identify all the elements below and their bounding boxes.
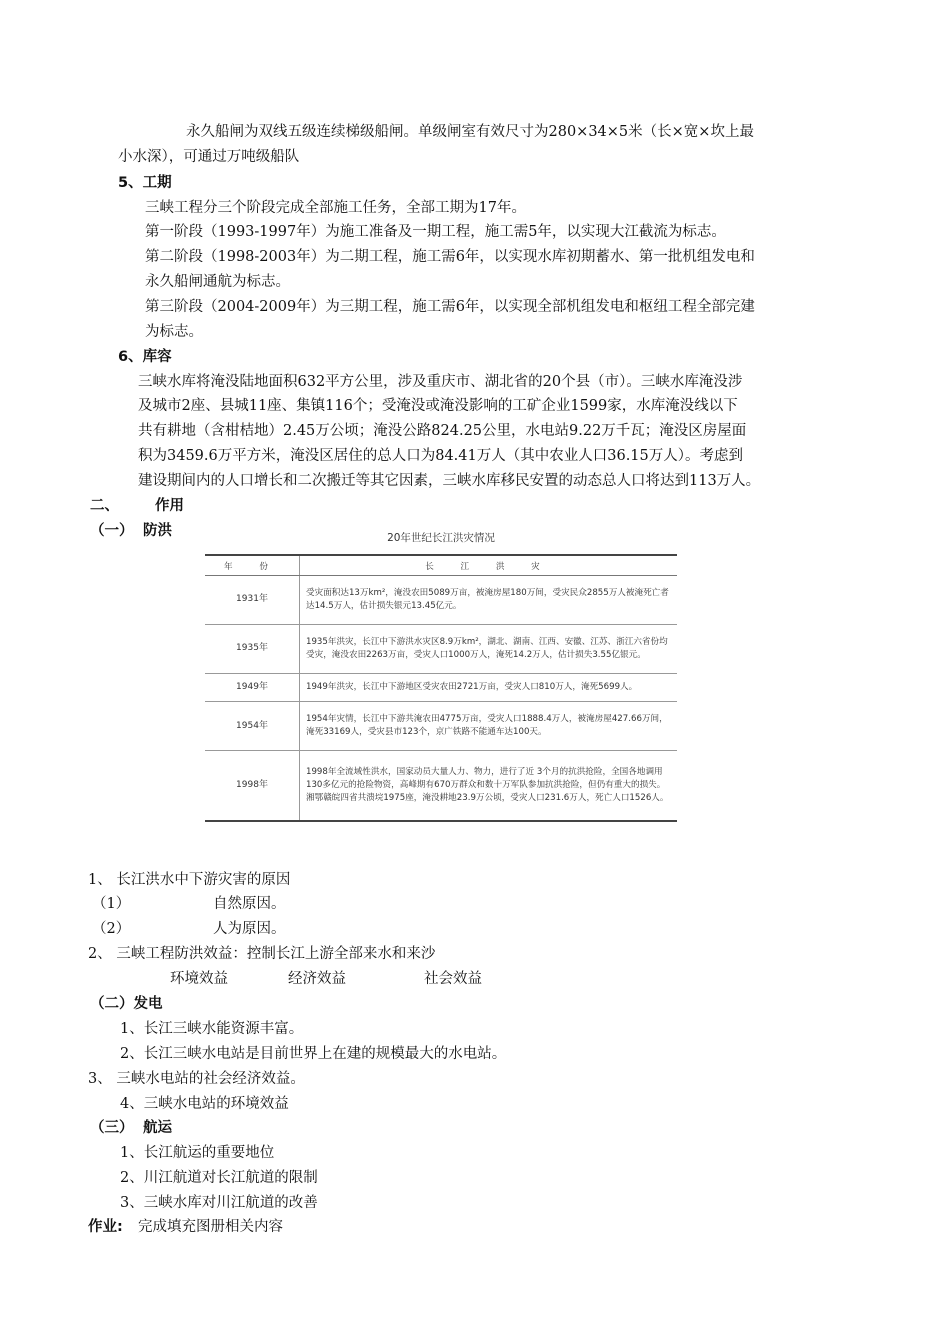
section-2-number: 二、: [90, 498, 119, 514]
subsection-1-title: 防洪: [143, 523, 172, 539]
heading-6: 6、库容: [118, 349, 172, 365]
row-description: 1949年洪灾，长江中下游地区受灾农田2721万亩，受灾人口810万人，淹死5699人。: [300, 673, 678, 701]
power-item-2: 2、长江三峡水电站是目前世界上在建的规模最大的水电站。: [120, 1046, 507, 1062]
row-year: 1998年: [205, 751, 300, 821]
text-line: 第二阶段（1998-2003年）为二期工程，施工需6年，以实现水库初期蓄水、第一批机组发电和: [145, 249, 755, 265]
reason-1: 自然原因。: [213, 896, 286, 912]
text-line: 永久船闸通航为标志。: [145, 274, 290, 290]
row-description: 1954年灾情，长江中下游共淹农田4775万亩，受灾人口1888.4万人，被淹房屋427.66万间，淹死33169人，受灾县市123个，京广铁路不能通车达100天。: [300, 702, 678, 751]
text-line: 积为3459.6万平方米，淹没区居住的总人口为84.41万人（其中农业人口36.15万人）。考虑到: [138, 448, 744, 464]
table-row: [205, 702, 677, 751]
table-row: [205, 624, 677, 673]
question-1: 1、 长江洪水中下游灾害的原因: [88, 872, 291, 888]
power-item-4: 4、三峡水电站的环境效益: [120, 1096, 289, 1112]
text-line: 建设期间内的人口增长和二次搬迁等其它因素，三峡水库移民安置的动态总人口将达到113万人。: [138, 473, 761, 489]
row-description: 1935年洪灾，长江中下游洪水灾区8.9万km²，湖北、湖南、江西、安徽、江苏、浙江六省份均受灾，淹没农田2263万亩，受灾人口1000万人，淹死14.2万人，估计损失3.55亿银元。: [300, 624, 678, 673]
shipping-item-3: 3、三峡水库对川江航道的改善: [120, 1195, 318, 1211]
text-line: 第一阶段（1993-1997年）为施工准备及一期工程，施工需5年，以实现大江截流为标志。: [145, 224, 726, 240]
heading-5: 5、工期: [118, 175, 172, 191]
homework-label: 作业:: [88, 1219, 123, 1235]
row-year: 1954年: [205, 702, 300, 751]
text-line: 小水深），可通过万吨级船队: [118, 149, 300, 165]
homework-text: 完成填充图册相关内容: [138, 1219, 283, 1235]
row-description: 受灾面积达13万km²，淹没农田5089万亩，被淹房屋180万间，受灾民众2855万人被淹死亡者达14.5万人，估计损失银元13.45亿元。: [300, 576, 678, 625]
table-row: [205, 576, 677, 625]
text-line: 第三阶段（2004-2009年）为三期工程，施工需6年，以实现全部机组发电和枢纽工程全部完建: [145, 299, 755, 315]
row-year: 1931年: [205, 576, 300, 625]
table-header-year: 年 份: [205, 555, 300, 576]
power-item-3: 3、 三峡水电站的社会经济效益。: [88, 1071, 305, 1087]
row-description: 1998年全流域性洪水，国家动员大量人力、物力，进行了近 3个月的抗洪抢险，全国各地调用130多亿元的抢险物资，高峰期有670万群众和数十万军队参加抗洪抢险，但仍有重大的损失。湘鄂赣皖四省共溃垸1975座，淹没耕地23.9万公顷，受灾人口231.6万人，死亡人口1526人。: [300, 751, 678, 821]
subsection-3-title: 航运: [143, 1120, 172, 1136]
text-line: 及城市2座、县城11座、集镇116个；受淹没或淹没影响的工矿企业1599家，水库淹没线以下: [138, 398, 738, 414]
row-year: 1949年: [205, 673, 300, 701]
power-item-1: 1、长江三峡水能资源丰富。: [120, 1021, 304, 1037]
text-line: 为标志。: [145, 324, 203, 340]
reason-2-number: （2）: [92, 921, 131, 937]
text-line: 永久船闸为双线五级连续梯级船闸。单级闸室有效尺寸为280×34×5米（长×宽×坎上最: [186, 124, 754, 140]
subsection-3-number: （三）: [90, 1120, 134, 1136]
subsection-2-heading: （二）发电: [90, 996, 163, 1012]
question-2: 2、 三峡工程防洪效益：控制长江上游全部来水和来沙: [88, 946, 436, 962]
benefit-economic: 经济效益: [288, 971, 346, 987]
reason-2: 人为原因。: [213, 921, 286, 937]
shipping-item-1: 1、长江航运的重要地位: [120, 1145, 275, 1161]
benefit-social: 社会效益: [424, 971, 482, 987]
text-line: 三峡水库将淹没陆地面积632平方公里，涉及重庆市、湖北省的20个县（市）。三峡水库淹没涉: [138, 374, 743, 390]
table-title: 20年世纪长江洪灾情况: [387, 532, 495, 544]
row-year: 1935年: [205, 624, 300, 673]
section-2-title: 作用: [155, 498, 184, 514]
flood-table: [205, 554, 677, 822]
benefit-environment: 环境效益: [170, 971, 228, 987]
text-line: 共有耕地（含柑桔地）2.45万公顷；淹没公路824.25公里，水电站9.22万千瓦；淹没区房屋面: [138, 423, 747, 439]
subsection-1-number: （一）: [90, 523, 134, 539]
shipping-item-2: 2、川江航道对长江航道的限制: [120, 1170, 318, 1186]
table-row: [205, 673, 677, 701]
text-line: 三峡工程分三个阶段完成全部施工任务，全部工期为17年。: [145, 200, 526, 216]
reason-1-number: （1）: [92, 896, 131, 912]
table-row: [205, 751, 677, 821]
table-header-event: 长 江 洪 灾: [300, 555, 678, 576]
